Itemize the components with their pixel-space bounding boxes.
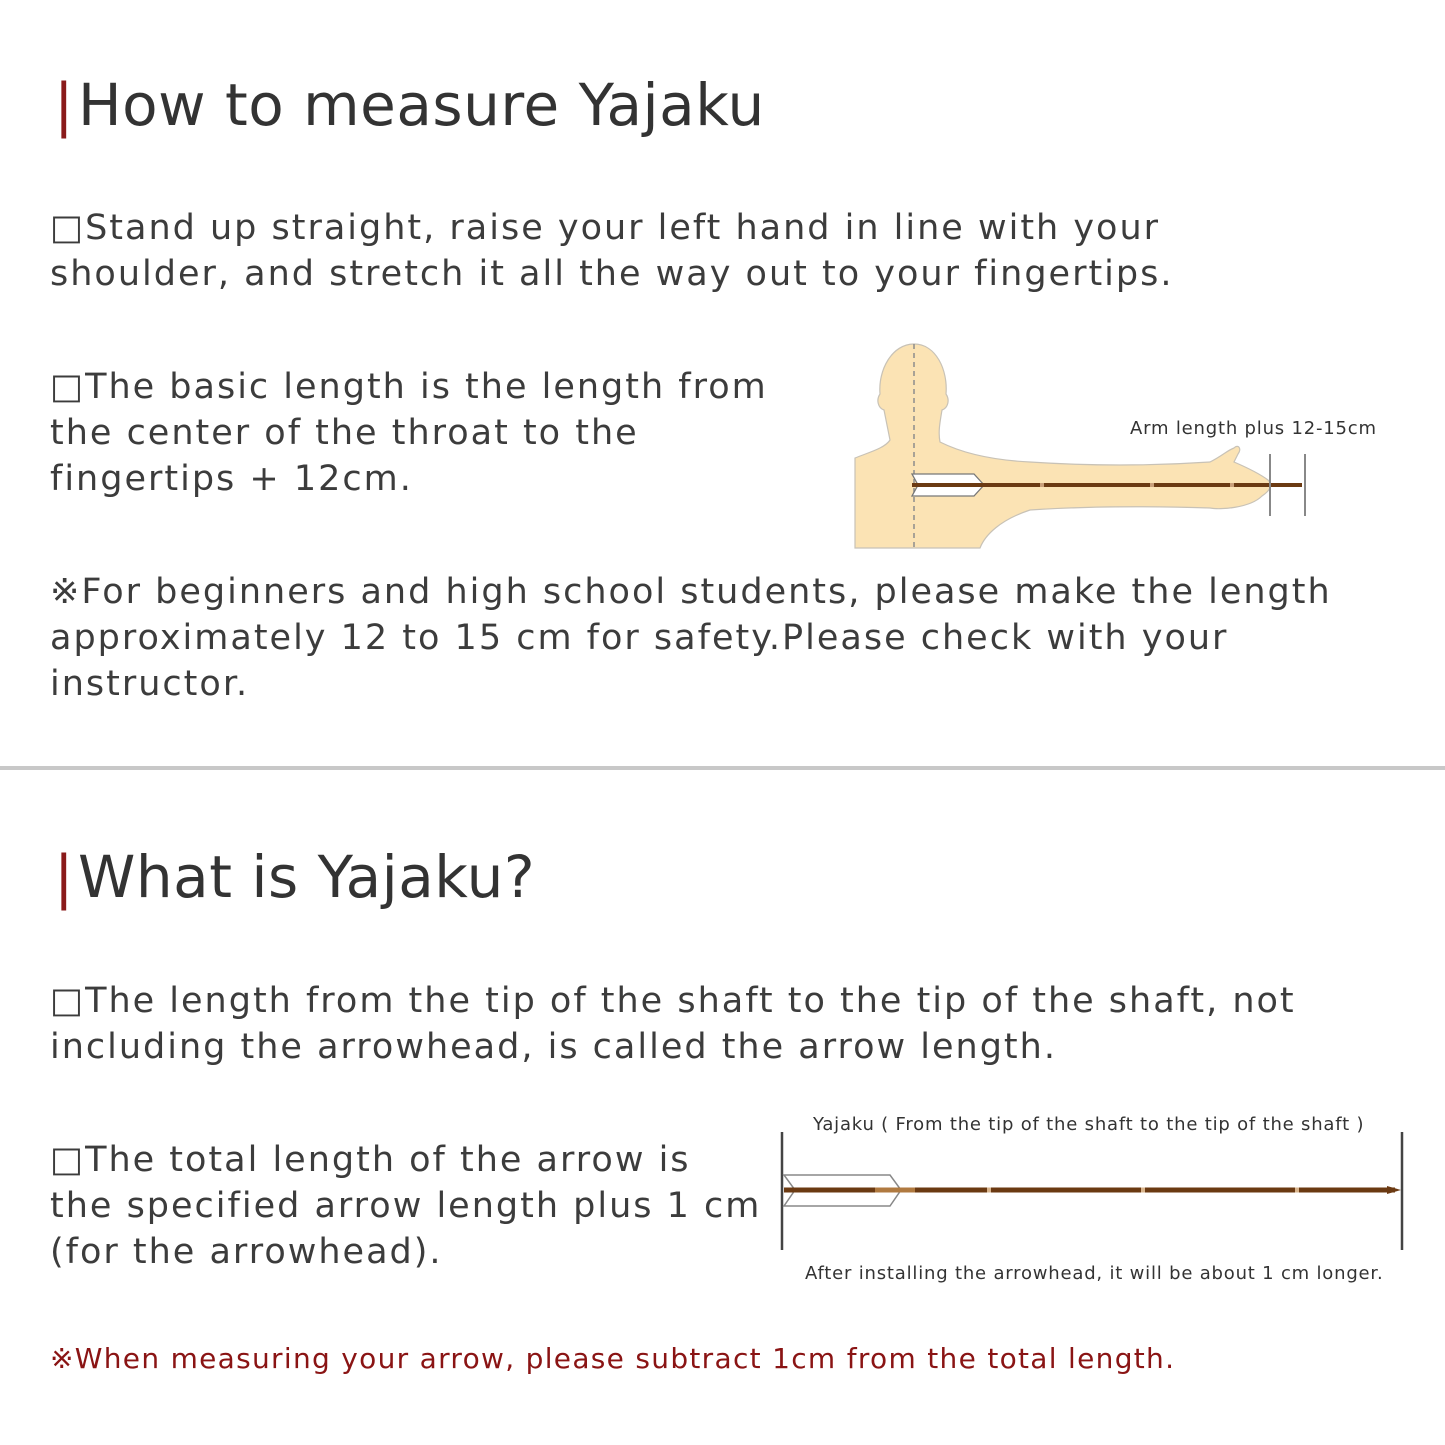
section-heading-measure bbox=[54, 71, 765, 139]
arrow-figure-top-caption: Yajaku ( From the tip of the shaft to the tip of the shaft ) bbox=[813, 1114, 1365, 1135]
definition-arrow-length bbox=[50, 978, 1430, 1070]
heading-text: How to measure Yajaku bbox=[78, 71, 765, 139]
instruction-basic-line3: fingertips + 12cm. bbox=[50, 459, 413, 499]
section-heading-what-is bbox=[54, 843, 536, 911]
beginner-note-line1: ※For beginners and high school students, please make the length bbox=[50, 572, 1332, 612]
definition-line1: □The length from the tip of the shaft to the tip of the shaft, not bbox=[50, 981, 1296, 1021]
beginner-note-line2: approximately 12 to 15 cm for safety.Please check with your bbox=[50, 618, 1229, 658]
instruction-stand bbox=[50, 205, 1410, 297]
subtract-warning: ※When measuring your arrow, please subtract 1cm from the total length. bbox=[50, 1342, 1176, 1375]
arm-measurement-illustration bbox=[850, 340, 1320, 552]
instruction-stand-line2: shoulder, and stretch it all the way out to your fingertips. bbox=[50, 254, 1174, 294]
beginner-note bbox=[50, 569, 1430, 707]
instruction-basic-length bbox=[50, 364, 830, 502]
beginner-note-line3: instructor. bbox=[50, 664, 250, 704]
total-length-line3: (for the arrowhead). bbox=[50, 1232, 443, 1272]
arm-figure-caption: Arm length plus 12-15cm bbox=[1130, 418, 1377, 439]
heading-accent-bar: | bbox=[54, 71, 75, 139]
section-divider bbox=[0, 766, 1445, 770]
heading-accent-bar: | bbox=[54, 843, 75, 911]
total-length-line1: □The total length of the arrow is bbox=[50, 1140, 691, 1180]
instruction-stand-line1: □Stand up straight, raise your left hand in line with your bbox=[50, 208, 1161, 248]
body-silhouette bbox=[855, 344, 1270, 548]
total-length-explanation bbox=[50, 1137, 790, 1275]
instruction-basic-line2: the center of the throat to the bbox=[50, 413, 639, 453]
total-length-line2: the specified arrow length plus 1 cm bbox=[50, 1186, 762, 1226]
heading-text: What is Yajaku? bbox=[78, 843, 536, 911]
arrow-figure-bottom-caption: After installing the arrowhead, it will be about 1 cm longer. bbox=[805, 1263, 1384, 1284]
instruction-basic-line1: □The basic length is the length from bbox=[50, 367, 768, 407]
arrow-length-illustration bbox=[775, 1128, 1415, 1256]
definition-line2: including the arrowhead, is called the arrow length. bbox=[50, 1027, 1057, 1067]
